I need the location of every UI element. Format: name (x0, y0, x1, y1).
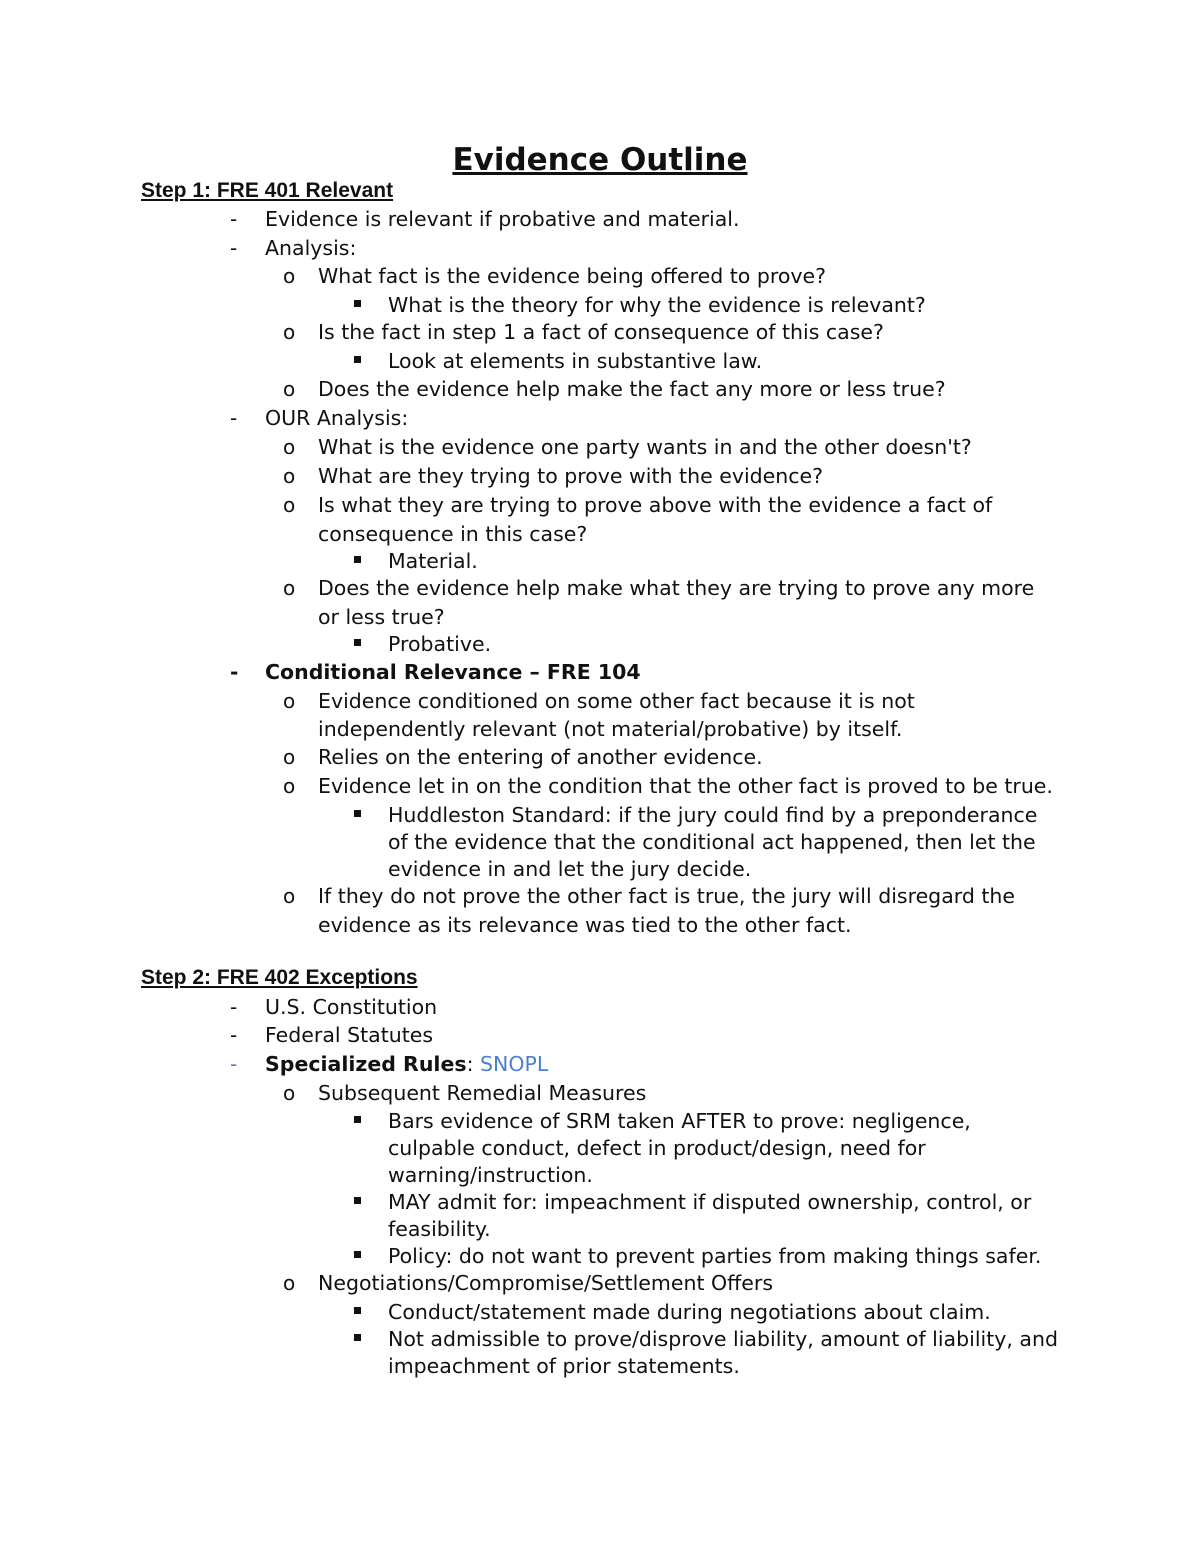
circle-bullet: o (283, 320, 296, 344)
list-item: MAY admit for: impeachment if disputed ownership, control, or (388, 1190, 1032, 1214)
snopl-link[interactable]: SNOPL (480, 1052, 549, 1076)
list-item-continuation: consequence in this case? (318, 522, 588, 546)
list-item-continuation: of the evidence that the conditional act happened, then let the (388, 830, 1036, 854)
list-item: Relies on the entering of another evidence. (318, 745, 763, 769)
list-item: Conditional Relevance – FRE 104 (265, 660, 641, 684)
step1-heading: Step 1: FRE 401 Relevant (141, 179, 394, 202)
square-bullet-icon (354, 1116, 361, 1123)
square-bullet-icon (354, 639, 361, 646)
list-item-continuation: evidence in and let the jury decide. (388, 857, 752, 881)
list-item: Is the fact in step 1 a fact of consequence of this case? (318, 320, 884, 344)
list-item: Negotiations/Compromise/Settlement Offers (318, 1271, 773, 1295)
dash-bullet: - (230, 1023, 238, 1047)
list-item: Not admissible to prove/disprove liability, amount of liability, and (388, 1327, 1058, 1351)
list-item: What is the theory for why the evidence is relevant? (388, 293, 926, 317)
list-item-continuation: impeachment of prior statements. (388, 1354, 740, 1378)
circle-bullet: o (283, 1081, 296, 1105)
square-bullet-icon (354, 556, 361, 563)
list-item: What fact is the evidence being offered to prove? (318, 264, 826, 288)
dash-bullet: - (230, 207, 238, 231)
specialized-rules-label: Specialized Rules (265, 1052, 467, 1076)
circle-bullet: o (283, 1271, 296, 1295)
circle-bullet: o (283, 377, 296, 401)
list-item: Probative. (388, 632, 492, 656)
circle-bullet: o (283, 745, 296, 769)
list-item: If they do not prove the other fact is true, the jury will disregard the (318, 884, 1015, 908)
specialized-rules-colon: : (466, 1052, 481, 1076)
circle-bullet: o (283, 493, 296, 517)
list-item: Look at elements in substantive law. (388, 349, 763, 373)
list-item: Subsequent Remedial Measures (318, 1081, 647, 1105)
list-item-continuation: evidence as its relevance was tied to the other fact. (318, 913, 852, 937)
list-item: What are they trying to prove with the evidence? (318, 464, 824, 488)
list-item: Analysis: (265, 236, 357, 260)
list-item: Does the evidence help make the fact any more or less true? (318, 377, 946, 401)
square-bullet-icon (354, 1197, 361, 1204)
dash-bullet: - (230, 660, 239, 684)
dash-bullet: - (230, 995, 238, 1019)
dash-bullet: - (230, 1052, 238, 1076)
dash-bullet: - (230, 236, 238, 260)
dash-bullet: - (230, 406, 238, 430)
list-item-continuation: feasibility. (388, 1217, 491, 1241)
list-item: Does the evidence help make what they are trying to prove any more (318, 576, 1035, 600)
document-title: Evidence Outline (452, 142, 748, 178)
list-item: U.S. Constitution (265, 995, 438, 1019)
list-item: Huddleston Standard: if the jury could find by a preponderance (388, 803, 1038, 827)
circle-bullet: o (283, 689, 296, 713)
square-bullet-icon (354, 810, 361, 817)
list-item-continuation: independently relevant (not material/probative) by itself. (318, 717, 903, 741)
list-item: Is what they are trying to prove above with the evidence a fact of (318, 493, 993, 517)
list-item-continuation: culpable conduct, defect in product/design, need for (388, 1136, 926, 1160)
list-item: Evidence is relevant if probative and material. (265, 207, 740, 231)
circle-bullet: o (283, 464, 296, 488)
list-item: OUR Analysis: (265, 406, 409, 430)
square-bullet-icon (354, 300, 361, 307)
square-bullet-icon (354, 356, 361, 363)
list-item-continuation: or less true? (318, 605, 445, 629)
list-item: What is the evidence one party wants in and the other doesn't? (318, 435, 972, 459)
list-item: Policy: do not want to prevent parties from making things safer. (388, 1244, 1042, 1268)
specialized-rules-item (265, 1051, 548, 1077)
list-item: Federal Statutes (265, 1023, 434, 1047)
circle-bullet: o (283, 264, 296, 288)
square-bullet-icon (354, 1307, 361, 1314)
list-item: Evidence let in on the condition that the other fact is proved to be true. (318, 774, 1053, 798)
square-bullet-icon (354, 1251, 361, 1258)
list-item-continuation: warning/instruction. (388, 1163, 593, 1187)
circle-bullet: o (283, 435, 296, 459)
list-item: Bars evidence of SRM taken AFTER to prove: negligence, (388, 1109, 971, 1133)
square-bullet-icon (354, 1334, 361, 1341)
circle-bullet: o (283, 884, 296, 908)
list-item: Material. (388, 549, 478, 573)
circle-bullet: o (283, 576, 296, 600)
circle-bullet: o (283, 774, 296, 798)
list-item: Conduct/statement made during negotiations about claim. (388, 1300, 991, 1324)
list-item: Evidence conditioned on some other fact because it is not (318, 689, 915, 713)
step2-heading: Step 2: FRE 402 Exceptions (141, 966, 418, 989)
